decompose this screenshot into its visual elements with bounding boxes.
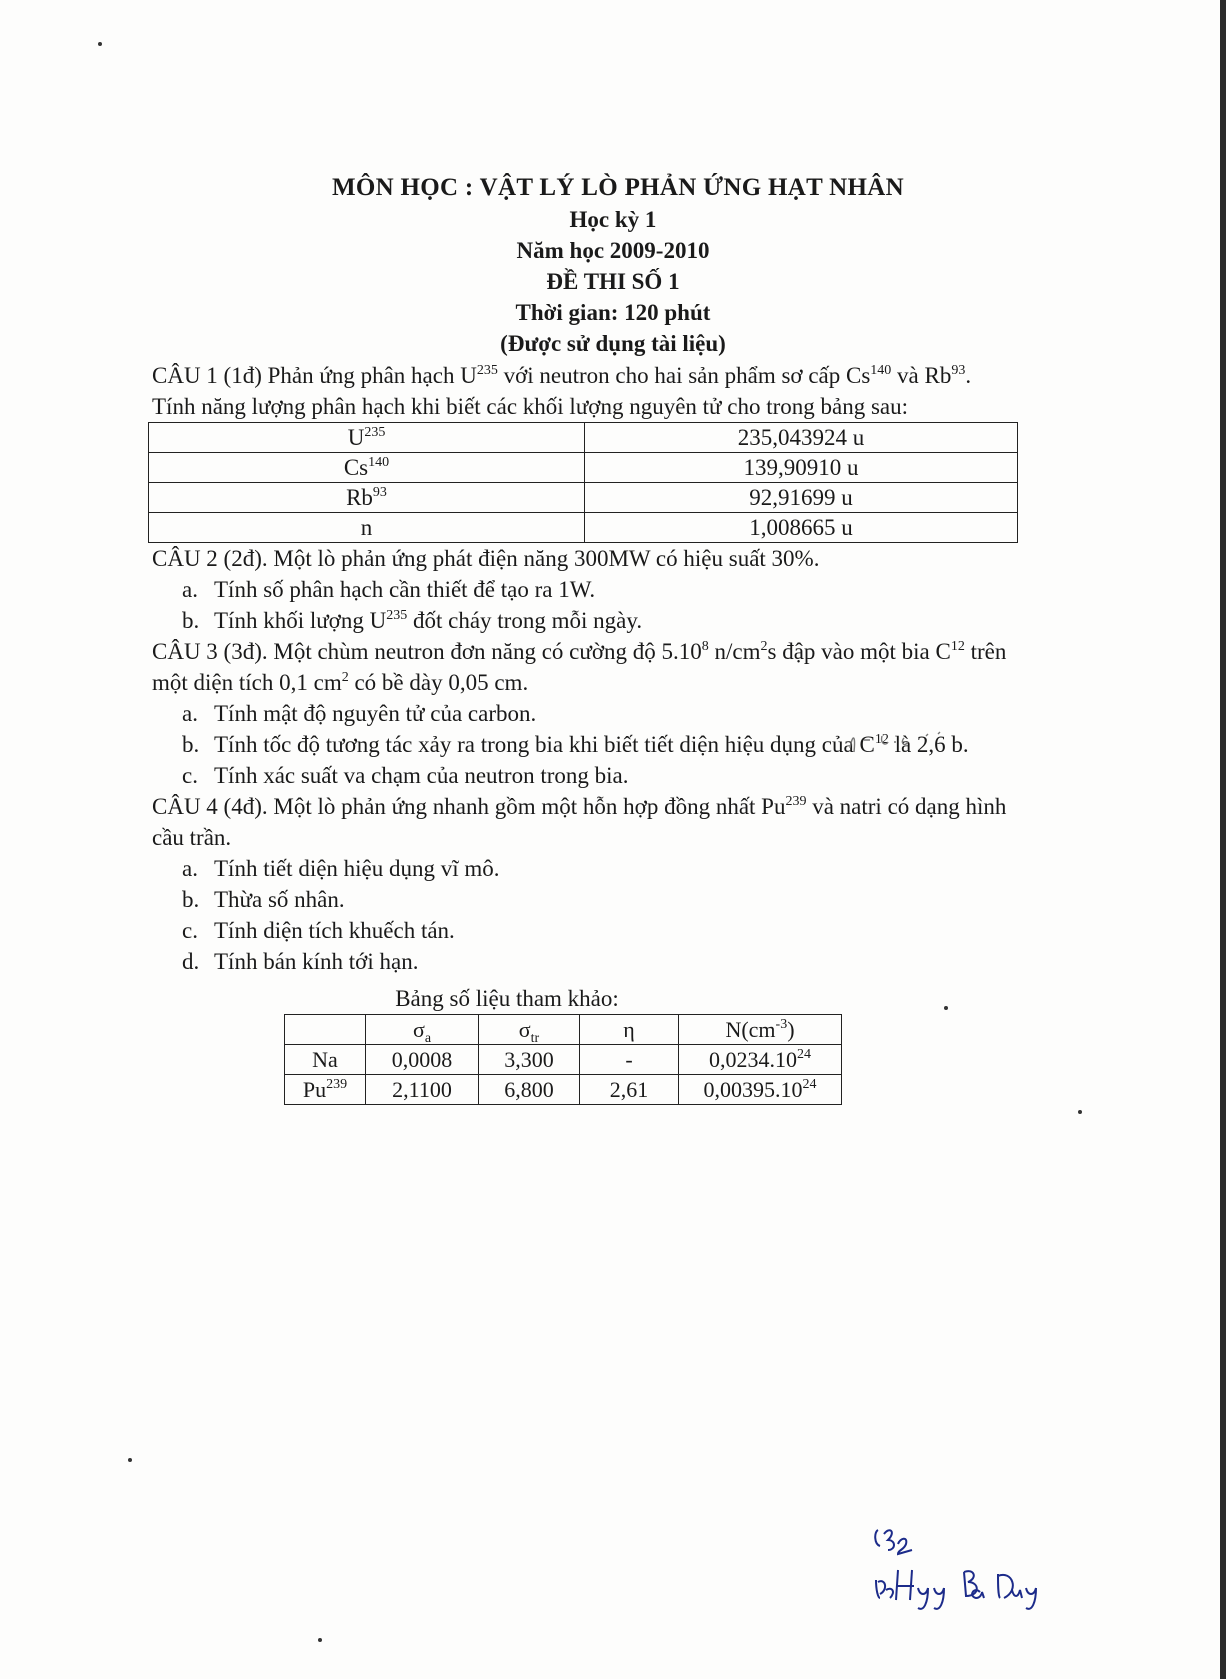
scan-speck <box>1078 1110 1082 1114</box>
materials-note: (Được sử dụng tài liệu) <box>500 331 726 356</box>
scan-speck <box>944 1006 948 1010</box>
list-item: b. Thừa số nhân. <box>182 887 345 912</box>
question-4: CÂU 4 (4đ). Một lò phản ứng nhanh gồm một hỗn hợp đồng nhất Pu$^{239}$ và natri có dạng hình cầu trần. <box>152 794 1007 850</box>
list-item: b. Tính tốc độ tương tác xảy ra trong bia khi biết tiết diện hiệu dụng của $C^{12}$ là 2,6 b. <box>182 732 969 757</box>
school-year: Năm học 2009-2010 <box>516 238 710 263</box>
reference-table <box>284 1014 842 1105</box>
semester: Học kỳ 1 <box>569 207 657 232</box>
table-row: n 1,008665 u <box>149 513 1018 543</box>
course-title: MÔN HỌC : VẬT LÝ LÒ PHẢN ỨNG HẠT NHÂN <box>331 174 904 201</box>
table-row: $U^{235}$ 235,043924 u <box>149 423 1018 453</box>
list-item: a. Tính số phân hạch cần thiết để tạo ra 1W. <box>182 577 596 602</box>
question-1: CÂU 1 (1đ) Phản ứng phân hạch $U^{235}$ với neutron cho hai sản phẩm sơ cấp Cs$^{140}$ và Rb$^{93}$. Tính năng lượng phân hạch khi biết các khối lượng nguyên tử cho trong bảng sau: <box>152 363 972 419</box>
list-item: c. Tính xác suất va chạm của neutron trong bia. <box>182 763 629 788</box>
exam-number: ĐỀ THI SỐ 1 <box>546 269 680 294</box>
table-row: Rb$^{93}$ 92,91699 u <box>149 483 1018 513</box>
table-header-row: $\sigma_a$ $\sigma_{tr}$ η $N(cm^{-3})$ <box>285 1015 842 1045</box>
scan-speck <box>98 42 102 46</box>
scan-speck <box>128 1458 132 1462</box>
list-item: c. Tính diện tích khuếch tán. <box>182 918 455 943</box>
exam-duration: Thời gian: 120 phút <box>515 300 711 325</box>
list-item: d. Tính bán kính tới hạn. <box>182 949 419 974</box>
question-4-items <box>152 853 1012 977</box>
atomic-mass-table <box>148 422 1018 543</box>
list-item: b. Tính khối lượng $U^{235}$ đốt cháy trong mỗi ngày. <box>182 608 643 633</box>
table-row: Na 0,0008 3,300 - 0,0234.10$^{24}$ <box>285 1045 842 1075</box>
table-row: Cs$^{140}$ 139,90910 u <box>149 453 1018 483</box>
list-item: a. Tính tiết diện hiệu dụng vĩ mô. <box>182 856 500 881</box>
pencil-scribble <box>842 726 952 756</box>
question-2-items <box>152 574 1012 636</box>
reference-table-caption: Bảng số liệu tham khảo: <box>395 986 619 1011</box>
question-2: CÂU 2 (2đ). Một lò phản ứng phát điện năng 300MW có hiệu suất 30%. <box>152 546 820 571</box>
handwritten-signature <box>868 1510 1068 1630</box>
table-row: Pu$^{239}$ 2,1100 6,800 2,61 0,00395.10$^{24}$ <box>285 1075 842 1105</box>
scan-speck <box>318 1638 322 1642</box>
question-3: CÂU 3 (3đ). Một chùm neutron đơn năng có cường độ 5.10$^8$ $n/cm^2s$ đập vào một bia $C^{12}$ trên một diện tích 0,1 $cm^2$ có bề dày 0,05 cm. <box>152 639 1007 695</box>
exam-header <box>0 172 1226 359</box>
list-item: a. Tính mật độ nguyên tử của carbon. <box>182 701 537 726</box>
